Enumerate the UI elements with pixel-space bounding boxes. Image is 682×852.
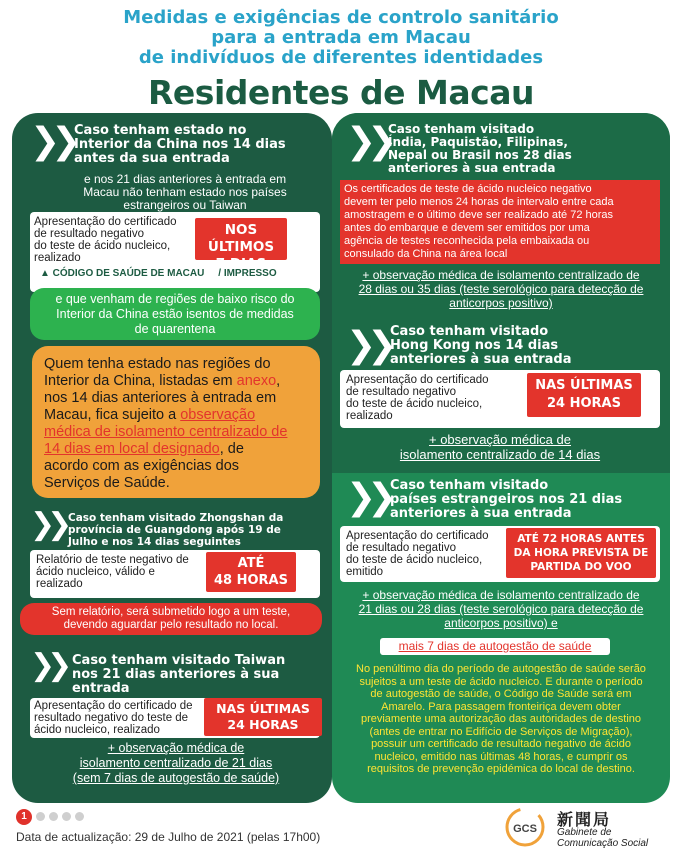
badge-last-24-hours: NAS ÚLTIMAS 24 HORAS <box>204 698 322 736</box>
section-taiwan-observation: + observação médica de isolamento centralizado de 21 dias (sem 7 dias de autogestão de saúde) <box>72 741 280 785</box>
chevron-icon: ❯❯ <box>30 648 65 683</box>
section-china-condition: e nos 21 dias anteriores à entrada em Macau não tenham estado nos países estrangeiros ou Taiwan <box>83 172 287 212</box>
section-china-requirement: Apresentação do certificado de resultado negativo do teste de ácido nucleico, realizado <box>34 216 177 264</box>
section-zhongshan-title: Caso tenham visitado Zhongshan da província de Guangdong após 19 de Julho e nos 14 dias seguintes <box>68 512 284 548</box>
section-taiwan-requirement: Apresentação do certificado de resultado negativo do teste de ácido nucleico, realizado <box>34 700 193 736</box>
section-foreign-countries-title: Caso tenham visitado países estrangeiros nos 21 dias anteriores à sua entrada <box>390 478 623 521</box>
section-taiwan-title: Caso tenham visitado Taiwan nos 21 dias anteriores à sua entrada <box>72 653 286 696</box>
chevron-icon: ❯❯ <box>346 121 389 162</box>
section-hong-kong-title: Caso tenham visitado Hong Kong nos 14 dias anteriores à sua entrada <box>390 324 572 367</box>
logo-chinese-name: 新聞局 <box>557 812 612 829</box>
chevron-icon: ❯❯ <box>30 121 73 162</box>
risk-region-notice: Quem tenha estado nas regiões do Interior da China, listadas em anexo, nos 14 dias anteriores à entrada em Macau, fica sujeito a observação médica de isolamento centralizado de 14 dias em local designado, de acordo com as exigências dos Serviços de Saúde. <box>32 346 320 498</box>
gcs-logo-icon <box>505 807 545 847</box>
svg-text:GCS: GCS <box>513 823 537 835</box>
self-management-note: No penúltimo dia do período de autogestão de saúde serão sujeitos a um teste de ácido nucleico. E durante o período de autogestão de saúde, o Código de Saúde será em Amarelo. Para passagem fronteiriça devem obter previamente uma autorização das autoridades de destino (antes de entrar no Edifício de Serviços de Migração), possuir um certificado de resultado negativo de ácido nucleico, emitido nas últimas 48 horas, e cumprir os requisitos de prevenção epidémica do local de destino. <box>356 663 646 775</box>
chevron-icon: ❯❯ <box>346 325 389 366</box>
page-dot[interactable] <box>49 812 58 821</box>
badge-72-hours-before-flight: ATÉ 72 HORAS ANTES DA HORA PREVISTA DE PARTIDA DO VOO <box>506 528 656 578</box>
logo-english-name: Gabinete de Comunicação Social <box>557 827 649 849</box>
subtitle-line-2: para a entrada em Macau <box>211 27 471 48</box>
self-health-management-label: mais 7 dias de autogestão de saúde <box>380 638 610 655</box>
subtitle-line-3: de indivíduos de diferentes identidades <box>138 47 544 68</box>
badge-until-48-hours: ATÉ 48 HORAS <box>206 552 296 592</box>
page-title: Residentes de Macau <box>148 73 534 112</box>
test-certificate-requirements: Os certificados de teste de ácido nucleico negativo devem ter pelo menos 24 horas de intervalo entre cada amostragem e o último deve ser realizado até 72 horas antes do embarque e devem ser emitidos por uma agência de testes reconhecida pela embaixada ou consulado da China na área local <box>340 180 660 264</box>
section-china-title: Caso tenham estado no Interior da China nos 14 dias antes da sua entrada <box>74 123 286 166</box>
section-foreign-observation: + observação médica de isolamento centralizado de 21 dias ou 28 dias (teste serológico para detecção de anticorpos positivo) e <box>358 588 644 630</box>
chevron-icon: ❯❯ <box>30 507 65 542</box>
section-high-risk-countries-title: Caso tenham visitado Índia, Paquistão, Filipinas, Nepal ou Brasil nos 28 dias anteriores à sua entrada <box>388 122 572 175</box>
page-dot-active[interactable]: 1 <box>16 809 32 825</box>
subtitle-line-1: Medidas e exigências de controlo sanitário <box>123 7 559 28</box>
page-dot[interactable] <box>62 812 71 821</box>
section-hong-kong-observation: + observação médica de isolamento centralizado de 14 dias <box>399 432 601 462</box>
section-hong-kong-requirement: Apresentação do certificado de resultado negativo do teste de ácido nucleico, realizado <box>346 374 489 422</box>
page-dot[interactable] <box>75 812 84 821</box>
section-foreign-requirement: Apresentação do certificado de resultado negativo do teste de ácido nucleico, emitido <box>346 530 489 578</box>
low-risk-exemption-pill: e que venham de regiões de baixo risco do Interior da China estão isentos de medidas de quarentena <box>30 288 320 340</box>
update-date: Data de actualização: 29 de Julho de 2021 (pelas 17h00) <box>16 830 321 844</box>
badge-last-7-days: NOS ÚLTIMOS 7 DIAS <box>195 218 287 260</box>
no-report-test-notice: Sem relatório, será submetido logo a um teste, devendo aguardar pelo resultado no local. <box>20 603 322 635</box>
chevron-icon: ❯❯ <box>346 477 389 518</box>
section-zhongshan-requirement: Relatório de teste negativo de ácido nucleico, válido e realizado <box>36 554 189 590</box>
page-subtitle <box>0 8 682 68</box>
health-code-label: ▲ CÓDIGO DE SAÚDE DE MACAU / IMPRESSO <box>40 268 277 279</box>
gcs-logo <box>505 805 675 849</box>
badge-last-24-hours: NAS ÚLTIMAS 24 HORAS <box>527 373 641 417</box>
section-high-risk-observation: + observação médica de isolamento centralizado de 28 dias ou 35 dias (teste serológico para detecção de anticorpos positivo) <box>358 268 644 310</box>
page-dot[interactable] <box>36 812 45 821</box>
